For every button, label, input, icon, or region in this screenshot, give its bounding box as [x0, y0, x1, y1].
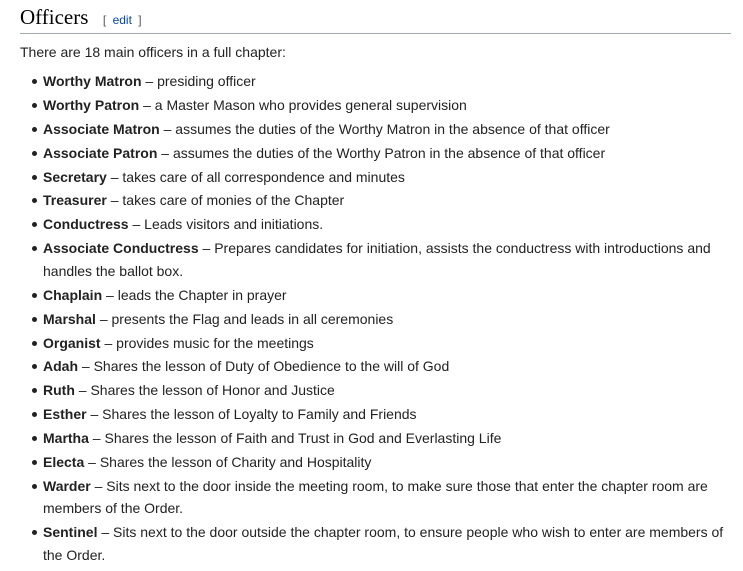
officer-description: takes care of monies of the Chapter: [122, 192, 345, 209]
edit-link[interactable]: edit: [112, 13, 132, 27]
officer-name: Martha: [43, 430, 89, 447]
bullet-icon: [32, 460, 37, 465]
list-item: [43, 166, 733, 189]
separator-dash: –: [106, 286, 114, 303]
separator-dash: –: [132, 216, 141, 233]
list-item: [43, 189, 733, 212]
officer-description: Leads visitors and initiations.: [144, 216, 324, 233]
list-item: [43, 427, 733, 450]
section-heading: [20, 4, 731, 34]
list-item: [43, 521, 733, 566]
officer-description: Shares the lesson of Honor and Justice: [90, 382, 335, 399]
bullet-icon: [32, 412, 37, 417]
officer-description: Sits next to the door outside the chapter room, to ensure people who wish to enter are members of the Order.: [43, 524, 724, 563]
list-item: [43, 284, 733, 307]
list-item: [43, 355, 733, 378]
officer-description: assumes the duties of the Worthy Matron in the absence of that officer: [175, 120, 610, 137]
edit-bracket-open: [: [102, 13, 107, 27]
bullet-icon: [32, 436, 37, 441]
bullet-icon: [32, 317, 37, 322]
officer-description: Shares the lesson of Charity and Hospitality: [99, 453, 372, 470]
separator-dash: –: [94, 477, 103, 494]
list-item: [43, 213, 733, 236]
officer-description: Shares the lesson of Loyalty to Family and Friends: [102, 406, 417, 423]
bullet-icon: [32, 364, 37, 369]
officer-description: Sits next to the door inside the meeting room, to make sure those that enter the chapter room are members of the Order.: [43, 477, 708, 517]
officer-name: Electa: [43, 453, 85, 470]
bullet-icon: [32, 127, 37, 132]
officer-name: Worthy Patron: [43, 96, 140, 113]
officer-name: Secretary: [43, 168, 107, 185]
officer-name: Sentinel: [43, 524, 98, 541]
separator-dash: –: [110, 168, 119, 185]
officer-name: Esther: [43, 406, 87, 423]
intro-paragraph: There are 18 main officers in a full chapter:: [20, 44, 286, 60]
officer-description: presiding officer: [157, 73, 256, 89]
officer-name: Associate Patron: [43, 144, 158, 161]
separator-dash: –: [104, 334, 113, 351]
officer-description: presents the Flag and leads in all ceremonies: [111, 310, 394, 327]
officer-description: a Master Mason who provides general supervision: [154, 96, 467, 113]
list-item: [43, 94, 733, 117]
separator-dash: –: [92, 430, 101, 447]
bullet-icon: [32, 222, 37, 227]
separator-dash: –: [110, 192, 119, 209]
list-item: [43, 308, 733, 331]
separator-dash: –: [88, 453, 96, 470]
bullet-icon: [32, 198, 37, 203]
list-item: [43, 475, 733, 520]
officer-name: Warder: [43, 477, 91, 494]
separator-dash: –: [81, 358, 90, 375]
list-item: [43, 379, 733, 402]
officer-name: Adah: [43, 358, 78, 375]
officer-name: Treasurer: [43, 192, 107, 209]
list-item: [43, 142, 733, 165]
officer-name: Associate Conductress: [43, 240, 199, 257]
officer-name: Ruth: [43, 382, 75, 399]
officer-name: Marshal: [43, 310, 96, 327]
list-item: [43, 403, 733, 426]
bullet-icon: [32, 341, 37, 346]
separator-dash: –: [143, 96, 151, 113]
bullet-icon: [32, 151, 37, 156]
bullet-icon: [32, 530, 37, 535]
officer-name: Organist: [43, 334, 101, 351]
bullet-icon: [32, 79, 37, 84]
officer-name: Associate Matron: [43, 120, 160, 137]
officer-description: leads the Chapter in prayer: [117, 286, 287, 303]
bullet-icon: [32, 484, 37, 489]
list-item: [43, 237, 733, 282]
officer-name: Chaplain: [43, 286, 103, 303]
officer-description: Shares the lesson of Duty of Obedience to the will of God: [93, 358, 450, 375]
edit-section: [103, 13, 142, 27]
officer-name: Worthy Matron: [43, 73, 142, 89]
edit-bracket-close: ]: [138, 13, 142, 27]
officer-name: Conductress: [43, 216, 129, 233]
bullet-icon: [32, 293, 37, 298]
separator-dash: –: [163, 120, 172, 137]
section-title: Officers: [20, 5, 89, 29]
separator-dash: –: [161, 144, 170, 161]
separator-dash: –: [145, 73, 154, 89]
list-item: [43, 332, 733, 355]
officer-list: [43, 70, 733, 568]
list-item: [43, 118, 733, 141]
bullet-icon: [32, 103, 37, 108]
officer-description: assumes the duties of the Worthy Patron in the absence of that officer: [172, 144, 606, 161]
officer-description: takes care of all correspondence and minutes: [122, 168, 405, 185]
officer-description: provides music for the meetings: [116, 334, 314, 351]
separator-dash: –: [90, 406, 99, 423]
bullet-icon: [32, 388, 37, 393]
separator-dash: –: [78, 382, 87, 399]
separator-dash: –: [101, 524, 110, 541]
officer-description: Prepares candidates for initiation, assists the conductress with introductions and handles the ballot box.: [43, 240, 711, 279]
separator-dash: –: [202, 240, 211, 257]
bullet-icon: [32, 175, 37, 180]
separator-dash: –: [99, 310, 108, 327]
bullet-icon: [32, 246, 37, 251]
officer-description: Shares the lesson of Faith and Trust in God and Everlasting Life: [104, 430, 502, 447]
list-item: [43, 451, 733, 474]
list-item: [43, 70, 733, 93]
